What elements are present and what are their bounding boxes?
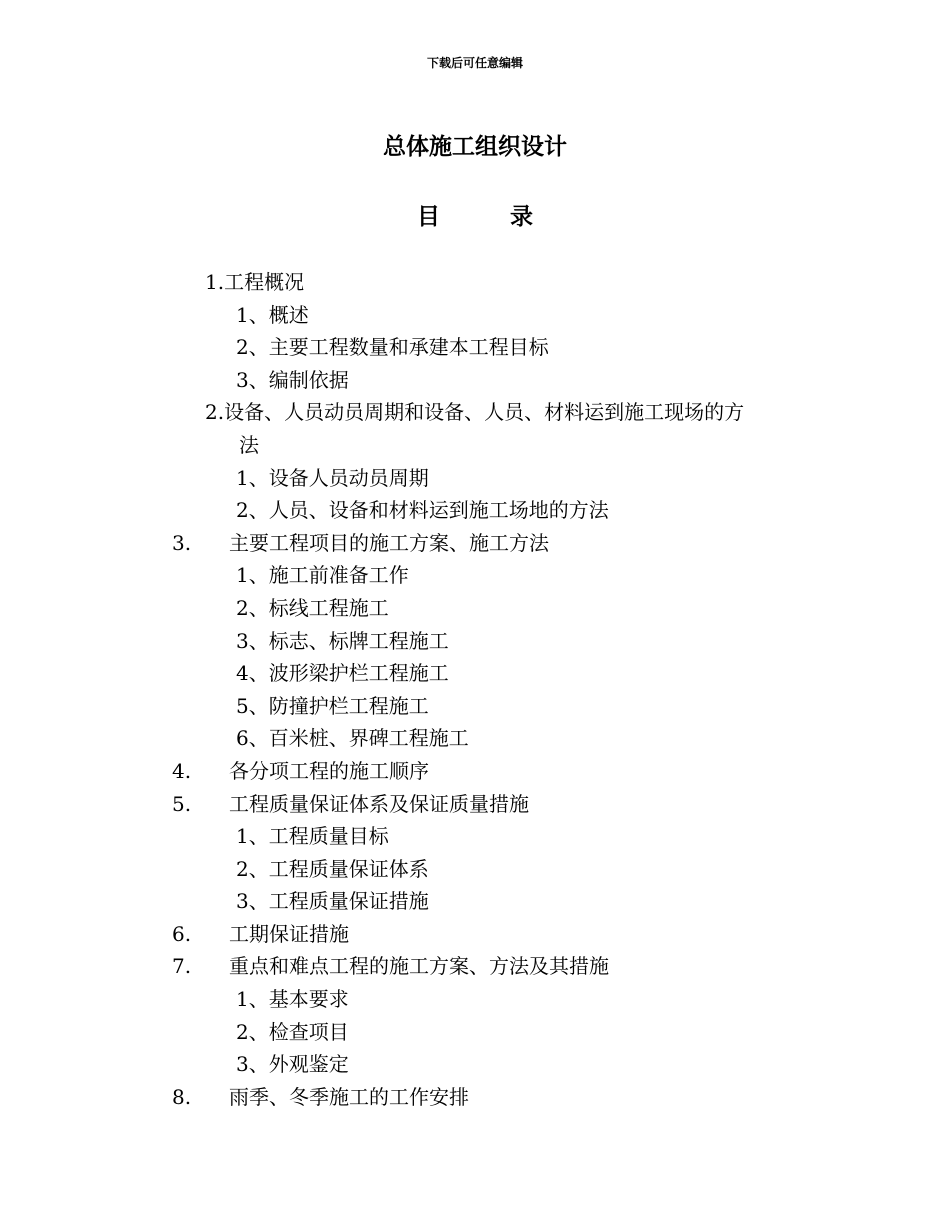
toc-subsection-entry: 2、人员、设备和材料运到施工场地的方法 <box>236 498 609 523</box>
toc-subsection-entry: 2、标线工程施工 <box>236 595 389 620</box>
document-title: 总体施工组织设计 <box>383 133 567 160</box>
toc-section-entry <box>0 950 950 983</box>
toc-section-number: 8. <box>172 1084 192 1109</box>
toc-subsection-entry: 2、主要工程数量和承建本工程目标 <box>236 335 549 360</box>
toc-section-number: 5. <box>172 791 192 816</box>
toc-section-title: 雨季、冬季施工的工作安排 <box>229 1084 469 1109</box>
toc-section-number: 1. <box>205 270 225 294</box>
toc-subsection-entry: 1、设备人员动员周期 <box>236 465 429 490</box>
table-of-contents <box>0 266 950 1113</box>
toc-section-title: 重点和难点工程的施工方案、方法及其措施 <box>229 954 609 979</box>
toc-subsection-entry: 2、工程质量保证体系 <box>236 856 429 881</box>
toc-subsection-entry: 1、工程质量目标 <box>236 824 389 849</box>
toc-section-entry <box>0 788 950 821</box>
toc-section-entry <box>0 396 950 429</box>
toc-section-number: 6. <box>172 921 192 946</box>
header-note: 下载后可任意编辑 <box>426 56 523 70</box>
toc-subsection-entry: 3、外观鉴定 <box>236 1052 349 1077</box>
toc-section-entry <box>0 1081 950 1114</box>
toc-section-title: 工期保证措施 <box>229 921 349 946</box>
toc-subsection-entry: 3、编制依据 <box>236 367 349 392</box>
toc-section-number: 2. <box>205 400 225 425</box>
toc-subsection-entry: 1、基本要求 <box>236 987 349 1012</box>
toc-subsection-entry: 3、工程质量保证措施 <box>236 889 429 914</box>
toc-heading-char-1: 目 <box>417 203 440 230</box>
toc-section-title: 工程质量保证体系及保证质量措施 <box>229 791 529 816</box>
toc-subsection-entry: 1、概述 <box>236 302 309 327</box>
toc-section-entry <box>0 918 950 951</box>
toc-section-title-continuation: 法 <box>239 432 259 457</box>
toc-section-title: 各分项工程的施工顺序 <box>229 758 429 783</box>
toc-subsection-entry: 3、标志、标牌工程施工 <box>236 628 449 653</box>
toc-section-title: 工程概况 <box>224 270 305 294</box>
toc-section-entry <box>0 266 950 299</box>
toc-section-title: 主要工程项目的施工方案、施工方法 <box>229 530 549 555</box>
toc-subsection-entry: 5、防撞护栏工程施工 <box>236 693 429 718</box>
toc-heading <box>0 198 950 231</box>
toc-section-entry <box>0 755 950 788</box>
toc-subsection-entry: 2、检查项目 <box>236 1019 349 1044</box>
toc-subsection-entry: 4、波形梁护栏工程施工 <box>236 661 449 686</box>
toc-section-number: 3. <box>172 530 192 555</box>
toc-heading-char-2: 录 <box>510 203 533 230</box>
toc-subsection-entry: 1、施工前准备工作 <box>236 563 409 588</box>
toc-section-title: 设备、人员动员周期和设备、人员、材料运到施工现场的方 <box>224 400 745 425</box>
toc-section-entry <box>0 527 950 560</box>
toc-section-number: 4. <box>172 758 192 783</box>
toc-subsection-entry: 6、百米桩、界碑工程施工 <box>236 726 469 751</box>
toc-section-number: 7. <box>172 954 192 979</box>
